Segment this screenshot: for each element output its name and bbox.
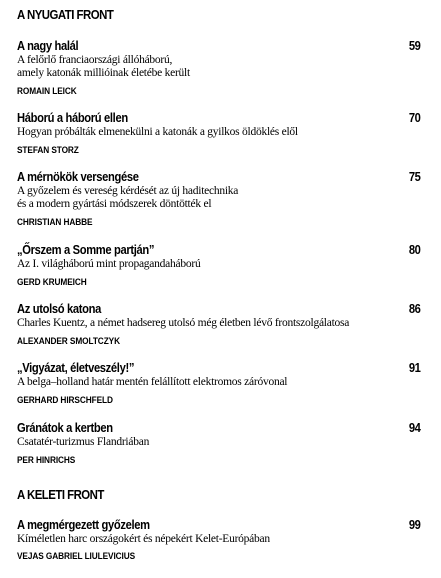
page-number: 86: [408, 301, 420, 316]
entry-title[interactable]: Az utolsó katona: [17, 301, 101, 316]
page-number: 94: [408, 420, 420, 435]
entry-author: ALEXANDER SMOLTCZYK: [17, 336, 120, 346]
entry-title[interactable]: Háború a háború ellen: [17, 110, 128, 125]
entry-title[interactable]: „Őrszem a Somme partján”: [17, 242, 155, 257]
toc-entry[interactable]: [17, 169, 420, 228]
page-number: 91: [408, 360, 420, 375]
section-title-eastern-front: A KELETI FRONT: [17, 487, 104, 502]
entry-author: STEFAN STORZ: [17, 145, 79, 155]
entry-title[interactable]: A megmérgezett győzelem: [17, 517, 150, 532]
page-number: 59: [408, 38, 420, 53]
toc-entry[interactable]: [17, 301, 420, 347]
entry-author: GERD KRUMEICH: [17, 277, 87, 287]
entry-description-line: Csatatér-turizmus Flandriában: [17, 436, 150, 448]
entry-description-line: Charles Kuentz, a német hadsereg utolsó még életben lévő frontszolgálatosa: [17, 317, 350, 329]
entry-description-line: A győzelem és vereség kérdését az új haditechnika: [17, 185, 239, 197]
entry-description-line: amely katonák millióinak életébe került: [17, 67, 190, 79]
entry-description-line: Kíméletlen harc országokért és népekért Kelet-Európában: [17, 533, 270, 545]
toc-entry[interactable]: [17, 242, 420, 288]
entry-title[interactable]: „Vigyázat, életveszély!”: [17, 360, 135, 375]
entry-author: VEJAS GABRIEL LIULEVICIUS: [17, 551, 136, 561]
entry-description-line: Az I. világháború mint propagandaháború: [17, 258, 201, 270]
page-number: 80: [408, 242, 420, 257]
table-of-contents: [17, 0, 420, 578]
entry-title[interactable]: A mérnökök versengése: [17, 169, 139, 184]
toc-entry[interactable]: [17, 38, 420, 97]
entry-title[interactable]: A nagy halál: [17, 38, 79, 53]
page-number: 75: [408, 169, 420, 184]
entry-description-line: A belga–holland határ mentén felállított elektromos záróvonal: [17, 376, 288, 388]
entry-author: GERHARD HIRSCHFELD: [17, 395, 113, 405]
toc-entry[interactable]: [17, 360, 420, 406]
entry-author: ROMAIN LEICK: [17, 86, 77, 96]
entry-author: CHRISTIAN HABBE: [17, 217, 93, 227]
entry-title[interactable]: Gránátok a kertben: [17, 420, 113, 435]
page-number: 99: [408, 517, 420, 532]
section-title-western-front: A NYUGATI FRONT: [17, 7, 114, 22]
entry-description-line: és a modern gyártási módszerek döntötték el: [17, 198, 212, 210]
toc-entry[interactable]: [17, 517, 420, 562]
page-number: 70: [408, 110, 420, 125]
entry-description-line: Hogyan próbálták elmenekülni a katonák a gyilkos öldöklés elől: [17, 126, 298, 138]
toc-entry[interactable]: [17, 420, 420, 466]
toc-entry[interactable]: [17, 110, 420, 156]
entry-description-line: A felőrlő franciaországi állóháború,: [17, 54, 173, 66]
entry-author: PER HINRICHS: [17, 455, 76, 465]
